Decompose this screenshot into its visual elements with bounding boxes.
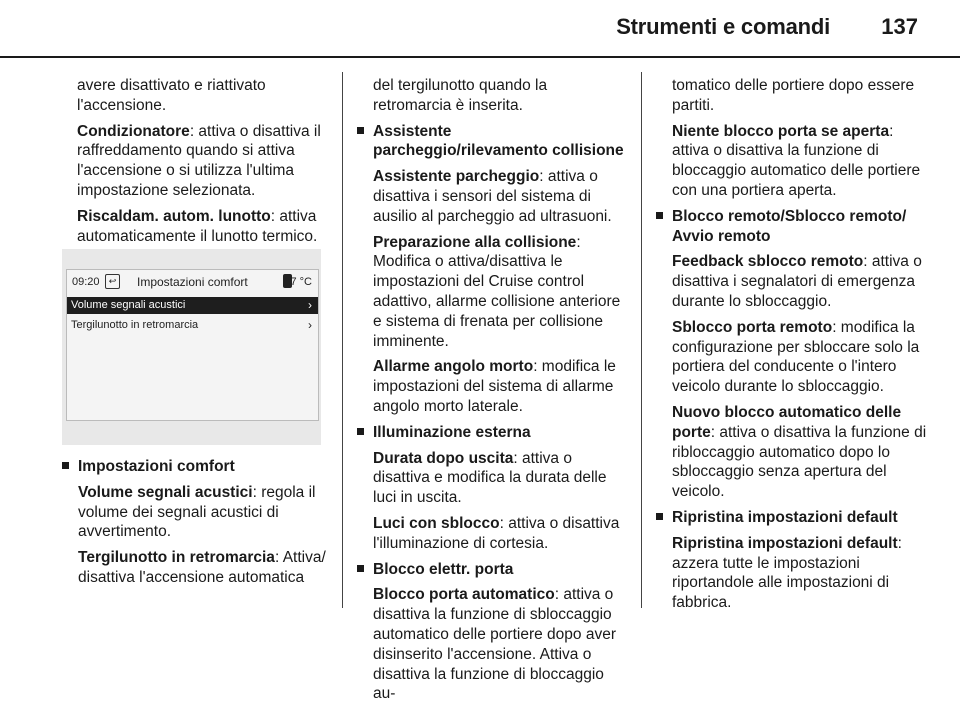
column-2 — [357, 76, 627, 710]
paragraph: Preparazione alla collisione: Modifica o attiva/disattiva le impostazioni del Cruise control adattivo, allarme collisione anteriore e sistema di frenata per collisione imminente. — [373, 233, 621, 350]
header-rule — [0, 56, 960, 58]
bullet-heading: Impostazioni comfort — [62, 457, 330, 477]
term: Tergilunotto in retromarcia — [78, 549, 275, 567]
screen-temperature: 17 °C — [284, 276, 312, 288]
term: Preparazione alla collisione — [373, 233, 577, 251]
term: Assistente parcheggio — [373, 168, 540, 186]
display-screen — [66, 269, 319, 421]
paragraph: Riscaldam. autom. lunotto: attiva automaticamente il lunotto termico. — [77, 207, 318, 245]
screen-menu-item — [67, 317, 318, 334]
paragraph: tomatico delle portiere dopo essere partiti. — [672, 77, 915, 114]
column-divider-2 — [641, 72, 642, 608]
chevron-right-icon: › — [308, 318, 312, 332]
paragraph: Luci con sblocco: attiva o disattiva l'illuminazione di cortesia. — [373, 514, 620, 552]
screen-status-bar — [67, 270, 318, 294]
term: Blocco porta automatico — [373, 586, 555, 604]
screen-time: 09:20 — [72, 276, 100, 288]
term: Sblocco porta remoto — [672, 318, 833, 336]
paragraph: Blocco porta automatico: attiva o disattiva la funzione di sbloccaggio automatico delle portiere dopo aver disinserito l'accensione. Attiva o disattiva la funzione di bloccaggio au- — [373, 586, 616, 703]
term: Feedback sblocco remoto — [672, 253, 864, 271]
term: Durata dopo uscita — [373, 449, 514, 467]
paragraph: Assistente parcheggio: attiva o disattiva i sensori del sistema di ausilio al parcheggio ad ultrasuoni. — [373, 168, 612, 225]
paragraph: Ripristina impostazioni default: azzera tutte le impostazioni riportandole alle impostazioni di fabbrica. — [672, 534, 902, 612]
bullet-heading: Ripristina impostazioni default — [656, 508, 928, 528]
paragraph: Sblocco porta remoto: modifica la configurazione per sbloccare solo la portiera del conducente o l'intero veicolo durante lo sbloccaggio. — [672, 318, 920, 396]
column-1-continued — [62, 457, 330, 594]
page-number: 137 — [881, 14, 918, 39]
paragraph: Feedback sblocco remoto: attiva o disattiva i segnalatori di emergenza durante lo sbloccaggio. — [672, 253, 922, 310]
bullet-heading: Blocco remoto/Sblocco remoto/ Avvio remoto — [656, 207, 928, 247]
back-icon: ↩ — [105, 274, 120, 289]
term: Ripristina impostazioni default — [672, 534, 898, 552]
bullet-heading: Assistente parcheggio/rilevamento collisione — [357, 122, 627, 162]
term: Luci con sblocco — [373, 514, 500, 532]
column-1 — [77, 76, 327, 252]
paragraph: Condizionatore: attiva o disattiva il raffreddamento quando si attiva l'accensione o si utilizza l'ultima impostazione selezionata. — [77, 122, 321, 199]
term: Allarme angolo morto — [373, 358, 534, 376]
term: Condizionatore — [77, 122, 190, 140]
paragraph: Volume segnali acustici: regola il volume dei segnali acustici di avvertimento. — [78, 483, 316, 541]
paragraph: Durata dopo uscita: attiva o disattiva e modifica la durata delle luci in uscita. — [373, 449, 607, 507]
column-divider-1 — [342, 72, 343, 608]
paragraph: avere disattivato e riattivato l'accensione. — [77, 77, 266, 114]
column-3 — [656, 76, 928, 619]
term: Riscaldam. autom. lunotto — [77, 207, 271, 225]
paragraph: Tergilunotto in retromarcia: Attiva/ disattiva l'accensione automatica — [78, 549, 326, 586]
screen-menu-label: Volume segnali acustici — [71, 299, 186, 311]
bullet-heading: Blocco elettr. porta — [357, 560, 627, 580]
screen-title: Impostazioni comfort — [137, 275, 248, 289]
bullet-heading: Illuminazione esterna — [357, 423, 627, 443]
paragraph: Allarme angolo morto: modifica le impostazioni del sistema di allarme angolo morto laterale. — [373, 358, 616, 415]
term: Nuovo blocco automatico delle porte — [672, 403, 902, 441]
screen-menu-item-selected — [67, 297, 318, 314]
screen-menu-label: Tergilunotto in retromarcia — [71, 319, 199, 331]
paragraph: Niente blocco porta se aperta: attiva o disattiva la funzione di bloccaggio automatico delle portiere con una portiera aperta. — [672, 122, 921, 199]
term: Niente blocco porta se aperta — [672, 122, 890, 140]
paragraph: Nuovo blocco automatico delle porte: attiva o disattiva la funzione di ribloccaggio automatico dopo lo sbloccaggio senza apertura del veicolo. — [672, 403, 927, 501]
chevron-right-icon: › — [308, 298, 312, 312]
screen-illustration — [62, 249, 321, 445]
paragraph: del tergilunotto quando la retromarcia è inserita. — [373, 77, 548, 114]
page-header-title: Strumenti e comandi — [616, 14, 830, 39]
term: Volume segnali acustici — [78, 483, 253, 501]
